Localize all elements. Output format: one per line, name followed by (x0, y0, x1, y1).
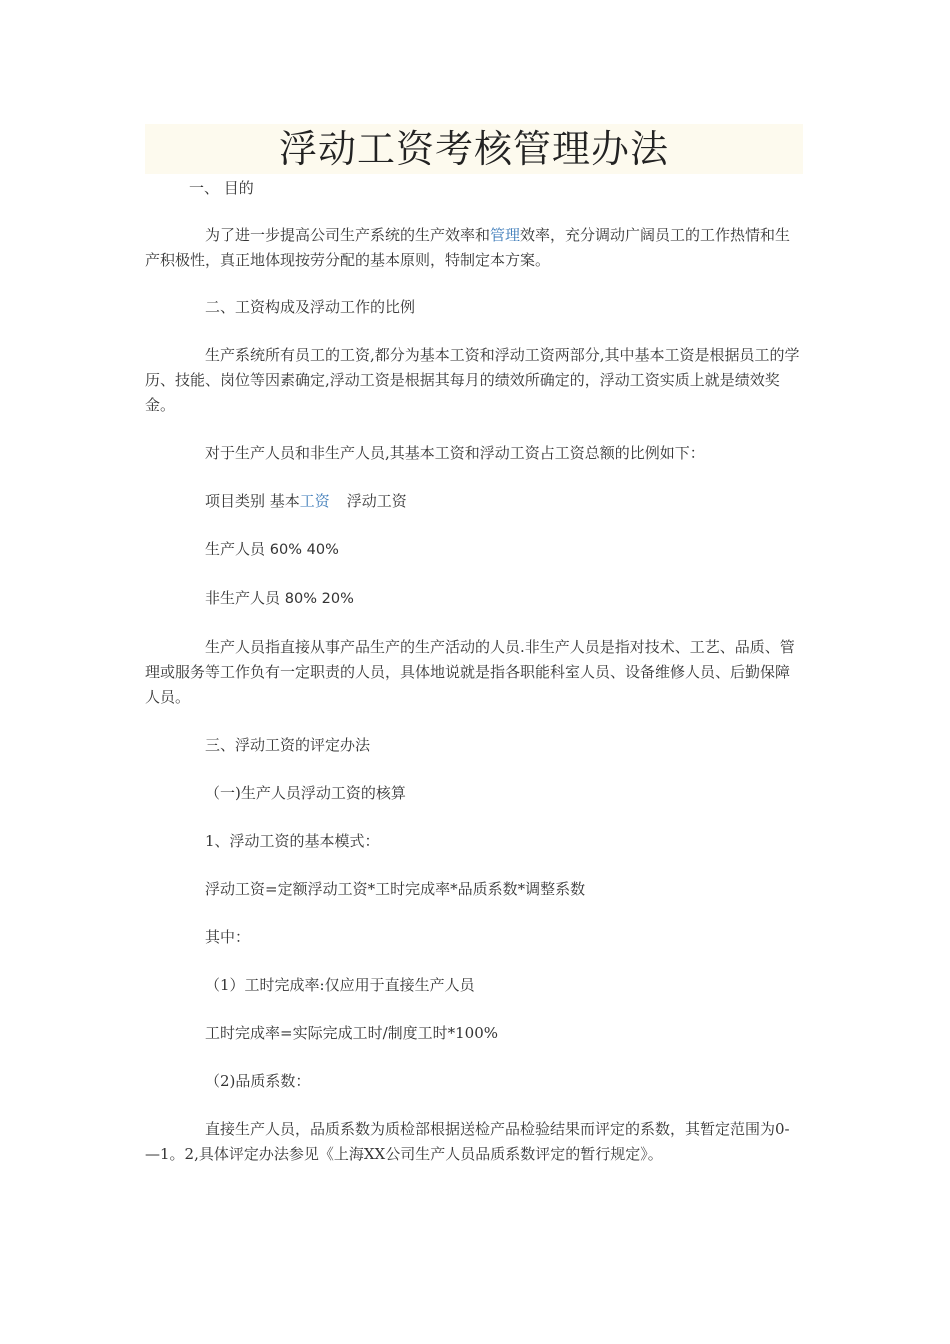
text-span: 浮动工资 (346, 492, 407, 510)
row-values: 80% 20% (284, 591, 354, 607)
section-heading-composition: 二、工资构成及浮动工作的比例 (205, 298, 416, 316)
subsection-heading-production: （一)生产人员浮动工资的核算 (205, 784, 406, 802)
document-page (145, 124, 803, 1167)
paragraph-purpose (145, 223, 803, 273)
item-basic-model: 1、浮动工资的基本模式： (205, 832, 380, 850)
section-heading-evaluation: 三、浮动工资的评定办法 (205, 736, 371, 754)
text-among: 其中： (205, 928, 251, 946)
document-title: 浮动工资考核管理办法 (278, 127, 669, 171)
ratio-table-header (205, 489, 803, 514)
title-band (145, 124, 803, 174)
paragraph-quality-coefficient: 直接生产人员，品质系数为质检部根据送检产品检验结果而评定的系数，其暂定范围为0-—1。2,具体评定办法参见《上海XX公司生产人员品质系数评定的暂行规定》。 (145, 1120, 790, 1163)
formula-hours-completion: 工时完成率=实际完成工时/制度工时*100% (205, 1024, 499, 1042)
row-label: 非生产人员 (205, 589, 281, 607)
row-label: 生产人员 (205, 540, 266, 558)
paragraph-composition: 生产系统所有员工的工资,都分为基本工资和浮动工资两部分,其中基本工资是根据员工的学历、技能、岗位等因素确定,浮动工资是根据其每月的绩效所确定的，浮动工资实质上就是绩效奖金。 (145, 346, 800, 414)
item-hours-completion: （1）工时完成率:仅应用于直接生产人员 (205, 976, 475, 994)
formula-floating-wage: 浮动工资=定额浮动工资*工时完成率*品质系数*调整系数 (205, 880, 586, 898)
paragraph-ratio-intro: 对于生产人员和非生产人员,其基本工资和浮动工资占工资总额的比例如下： (205, 444, 705, 462)
salary-link[interactable]: 工资 (299, 492, 330, 510)
paragraph-definitions: 生产人员指直接从事产品生产的生产活动的人员.非生产人员是指对技术、工艺、品质、管理或服务等工作负有一定职责的人员，具体地说就是指各职能科室人员、设备维修人员、后勤保障人员。 (145, 638, 795, 706)
text-span: 为了进一步提高公司生产系统的生产效率和 (205, 226, 491, 244)
ratio-table-row-production (205, 537, 803, 563)
text-span: 效率，充分调动广阔员工的工作热情和生产积极性，真正地体现按劳分配的基本原则，特制定本方案。 (145, 226, 791, 269)
ratio-table-row-nonproduction (205, 586, 803, 612)
management-link[interactable]: 管理 (490, 226, 521, 244)
text-span: 项目类别 基本 (205, 492, 300, 510)
row-values: 60% 40% (269, 542, 339, 558)
item-quality-coefficient: （2)品质系数： (205, 1072, 311, 1090)
section-heading-purpose: 一、 目的 (189, 179, 254, 197)
